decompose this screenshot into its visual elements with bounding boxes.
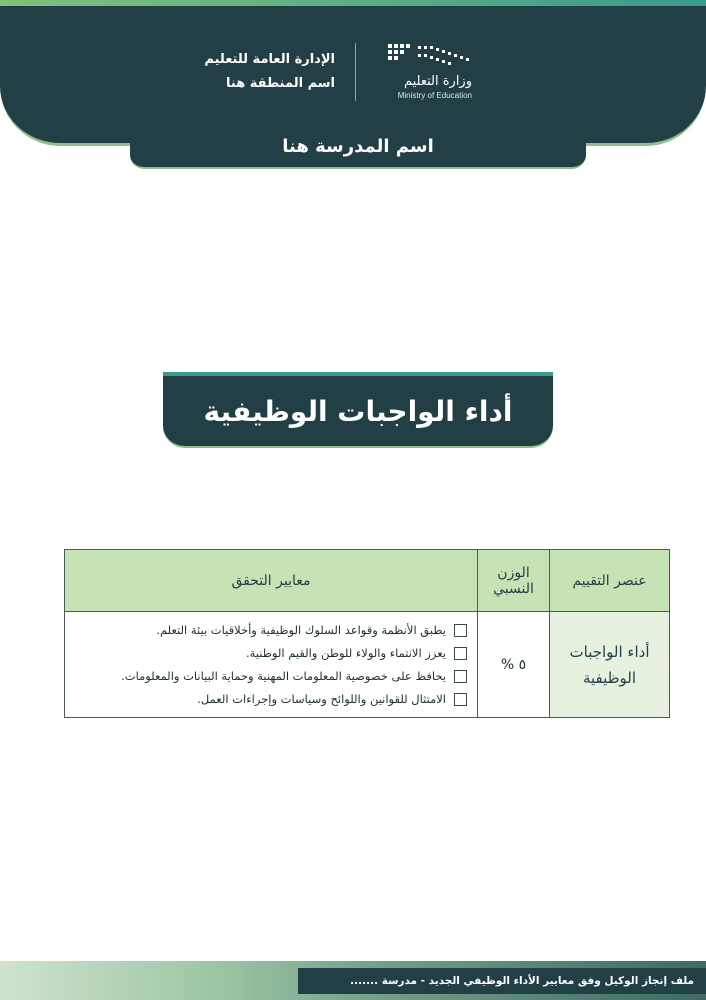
criteria-list: [75, 619, 467, 711]
criteria-item: [75, 619, 467, 642]
header-divider: [355, 43, 356, 101]
general-administration-label: الإدارة العامة للتعليم: [204, 52, 335, 67]
section-title-box: [163, 372, 553, 448]
criteria-text: يطبق الأنظمة وقواعد السلوك الوظيفية وأخلاقيات بيئة التعلم.: [156, 622, 446, 637]
header-relative-weight: الوزن النسبي: [478, 550, 550, 612]
ministry-logo-icon: [388, 44, 472, 68]
checkbox[interactable]: [454, 693, 467, 706]
footer-text: ملف إنجاز الوكيل وفق معايير الأداء الوظيفي الجديد - مدرسة .......: [350, 975, 694, 987]
checkbox[interactable]: [454, 670, 467, 683]
school-name-box: [130, 125, 586, 169]
header-evaluation-element: عنصر التقييم: [550, 550, 670, 612]
relative-weight-cell: ٥ %: [478, 612, 550, 718]
ministry-name-arabic: وزارة التعليم: [403, 74, 472, 89]
criteria-text: يحافظ على خصوصية المعلومات المهنية وحماية البيانات والمعلومات.: [121, 668, 446, 683]
checkbox[interactable]: [454, 647, 467, 660]
table-header-row: [65, 550, 670, 612]
criteria-text: يعزز الانتماء والولاء للوطن والقيم الوطنية.: [246, 645, 446, 660]
criteria-item: [75, 688, 467, 711]
criteria-text: الامتثال للقوانين واللوائح وسياسات وإجراءات العمل.: [197, 691, 446, 706]
top-accent-strip: [0, 0, 706, 6]
criteria-item: [75, 642, 467, 665]
admin-text: [204, 48, 335, 96]
ministry-name-english: Ministry of Education: [397, 91, 472, 100]
footer-box: [298, 968, 706, 994]
evaluation-table: [64, 549, 670, 718]
criteria-cell: [65, 612, 478, 718]
table-row: [65, 612, 670, 718]
checkbox[interactable]: [454, 624, 467, 637]
section-title: أداء الواجبات الوظيفية: [203, 394, 513, 428]
criteria-item: [75, 665, 467, 688]
ministry-logo: [376, 44, 472, 100]
evaluation-element-cell: أداء الواجبات الوظيفية: [550, 612, 670, 718]
header-content: [204, 36, 472, 108]
header-verification-criteria: معايير التحقق: [65, 550, 478, 612]
school-name: اسم المدرسة هنا: [282, 135, 434, 157]
region-name-label: اسم المنطقة هنا: [226, 76, 335, 91]
